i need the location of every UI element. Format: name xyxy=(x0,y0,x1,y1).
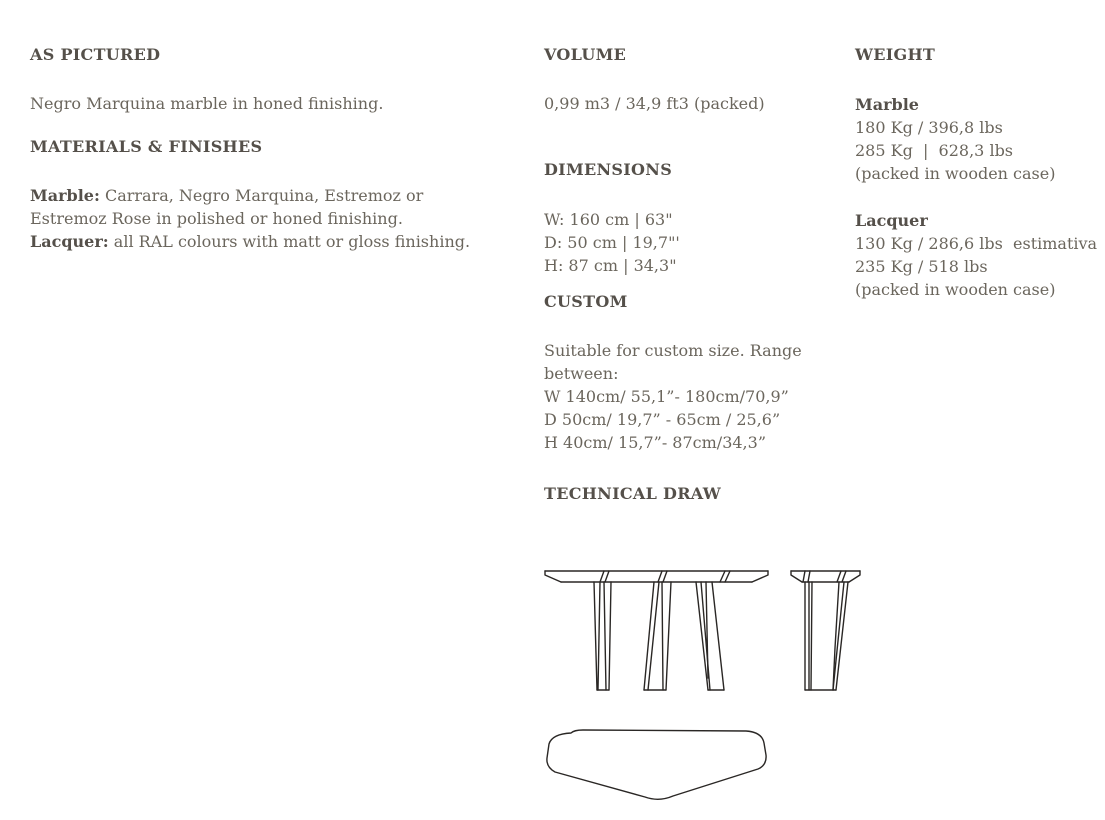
technical-draw-heading: TECHNICAL DRAW xyxy=(544,484,721,503)
material-label-lacquer: Lacquer: xyxy=(30,232,109,251)
table-side-view xyxy=(789,568,863,696)
tabletop-outline xyxy=(547,730,766,799)
section-as-pictured xyxy=(30,46,520,253)
weight-marble-packed: 285 Kg | 628,3 lbs xyxy=(855,141,1014,160)
dimensions-list xyxy=(544,208,884,277)
custom-range-depth: D 50cm/ 19,7” - 65cm / 25,6” xyxy=(544,410,781,429)
tabletop-top-view xyxy=(541,724,773,804)
custom-range-height: H 40cm/ 15,7”- 87cm/34,3” xyxy=(544,433,766,452)
as-pictured-heading: AS PICTURED xyxy=(30,45,161,64)
section-volume-dimensions xyxy=(544,46,884,502)
weight-marble-label: Marble xyxy=(855,95,919,114)
dimension-depth: D: 50 cm | 19,7"' xyxy=(544,233,680,252)
dimension-height: H: 87 cm | 34,3" xyxy=(544,256,677,275)
weight-marble-note: (packed in wooden case) xyxy=(855,164,1056,183)
weight-marble-block xyxy=(855,93,1105,185)
front-legs xyxy=(594,582,724,690)
as-pictured-description: Negro Marquina marble in honed finishing. xyxy=(30,94,384,113)
weight-lacquer-packed: 235 Kg / 518 lbs xyxy=(855,257,988,276)
material-text: Carrara, Negro Marquina, Estremoz or xyxy=(99,186,424,205)
volume-value: 0,99 m3 / 34,9 ft3 (packed) xyxy=(544,94,765,113)
dimensions-heading: DIMENSIONS xyxy=(544,160,673,179)
weight-lacquer-label: Lacquer xyxy=(855,211,928,230)
material-line-marble xyxy=(30,184,520,207)
volume-heading: VOLUME xyxy=(544,45,627,64)
table-front-view-drawing xyxy=(544,568,770,696)
weight-lacquer-net: 130 Kg / 286,6 lbs estimativa xyxy=(855,234,1098,253)
materials-list xyxy=(30,184,520,253)
custom-range-width: W 140cm/ 55,1”- 180cm/70,9” xyxy=(544,387,789,406)
materials-finishes-heading: MATERIALS & FINISHES xyxy=(30,137,263,156)
material-text: all RAL colours with matt or gloss finishing. xyxy=(108,232,471,251)
material-line-marble-cont xyxy=(30,207,520,230)
weight-heading: WEIGHT xyxy=(855,45,936,64)
tabletop-top-view-drawing xyxy=(541,724,773,804)
material-line-lacquer xyxy=(30,230,520,253)
table-side-view-drawing xyxy=(789,568,863,696)
side-legs xyxy=(805,582,848,690)
dimension-width: W: 160 cm | 63" xyxy=(544,210,673,229)
tabletop-side xyxy=(791,571,860,582)
weight-lacquer-block xyxy=(855,209,1105,301)
weight-lacquer-note: (packed in wooden case) xyxy=(855,280,1056,299)
custom-heading: CUSTOM xyxy=(544,292,628,311)
material-text: Estremoz Rose in polished or honed finishing. xyxy=(30,209,403,228)
section-weight xyxy=(855,46,1105,301)
tabletop-front xyxy=(545,571,768,582)
custom-line: Suitable for custom size. Range xyxy=(544,341,802,360)
custom-line: between: xyxy=(544,364,619,383)
table-front-view xyxy=(544,568,770,696)
custom-range-list xyxy=(544,339,884,454)
material-label-marble: Marble: xyxy=(30,186,100,205)
weight-marble-net: 180 Kg / 396,8 lbs xyxy=(855,118,1003,137)
